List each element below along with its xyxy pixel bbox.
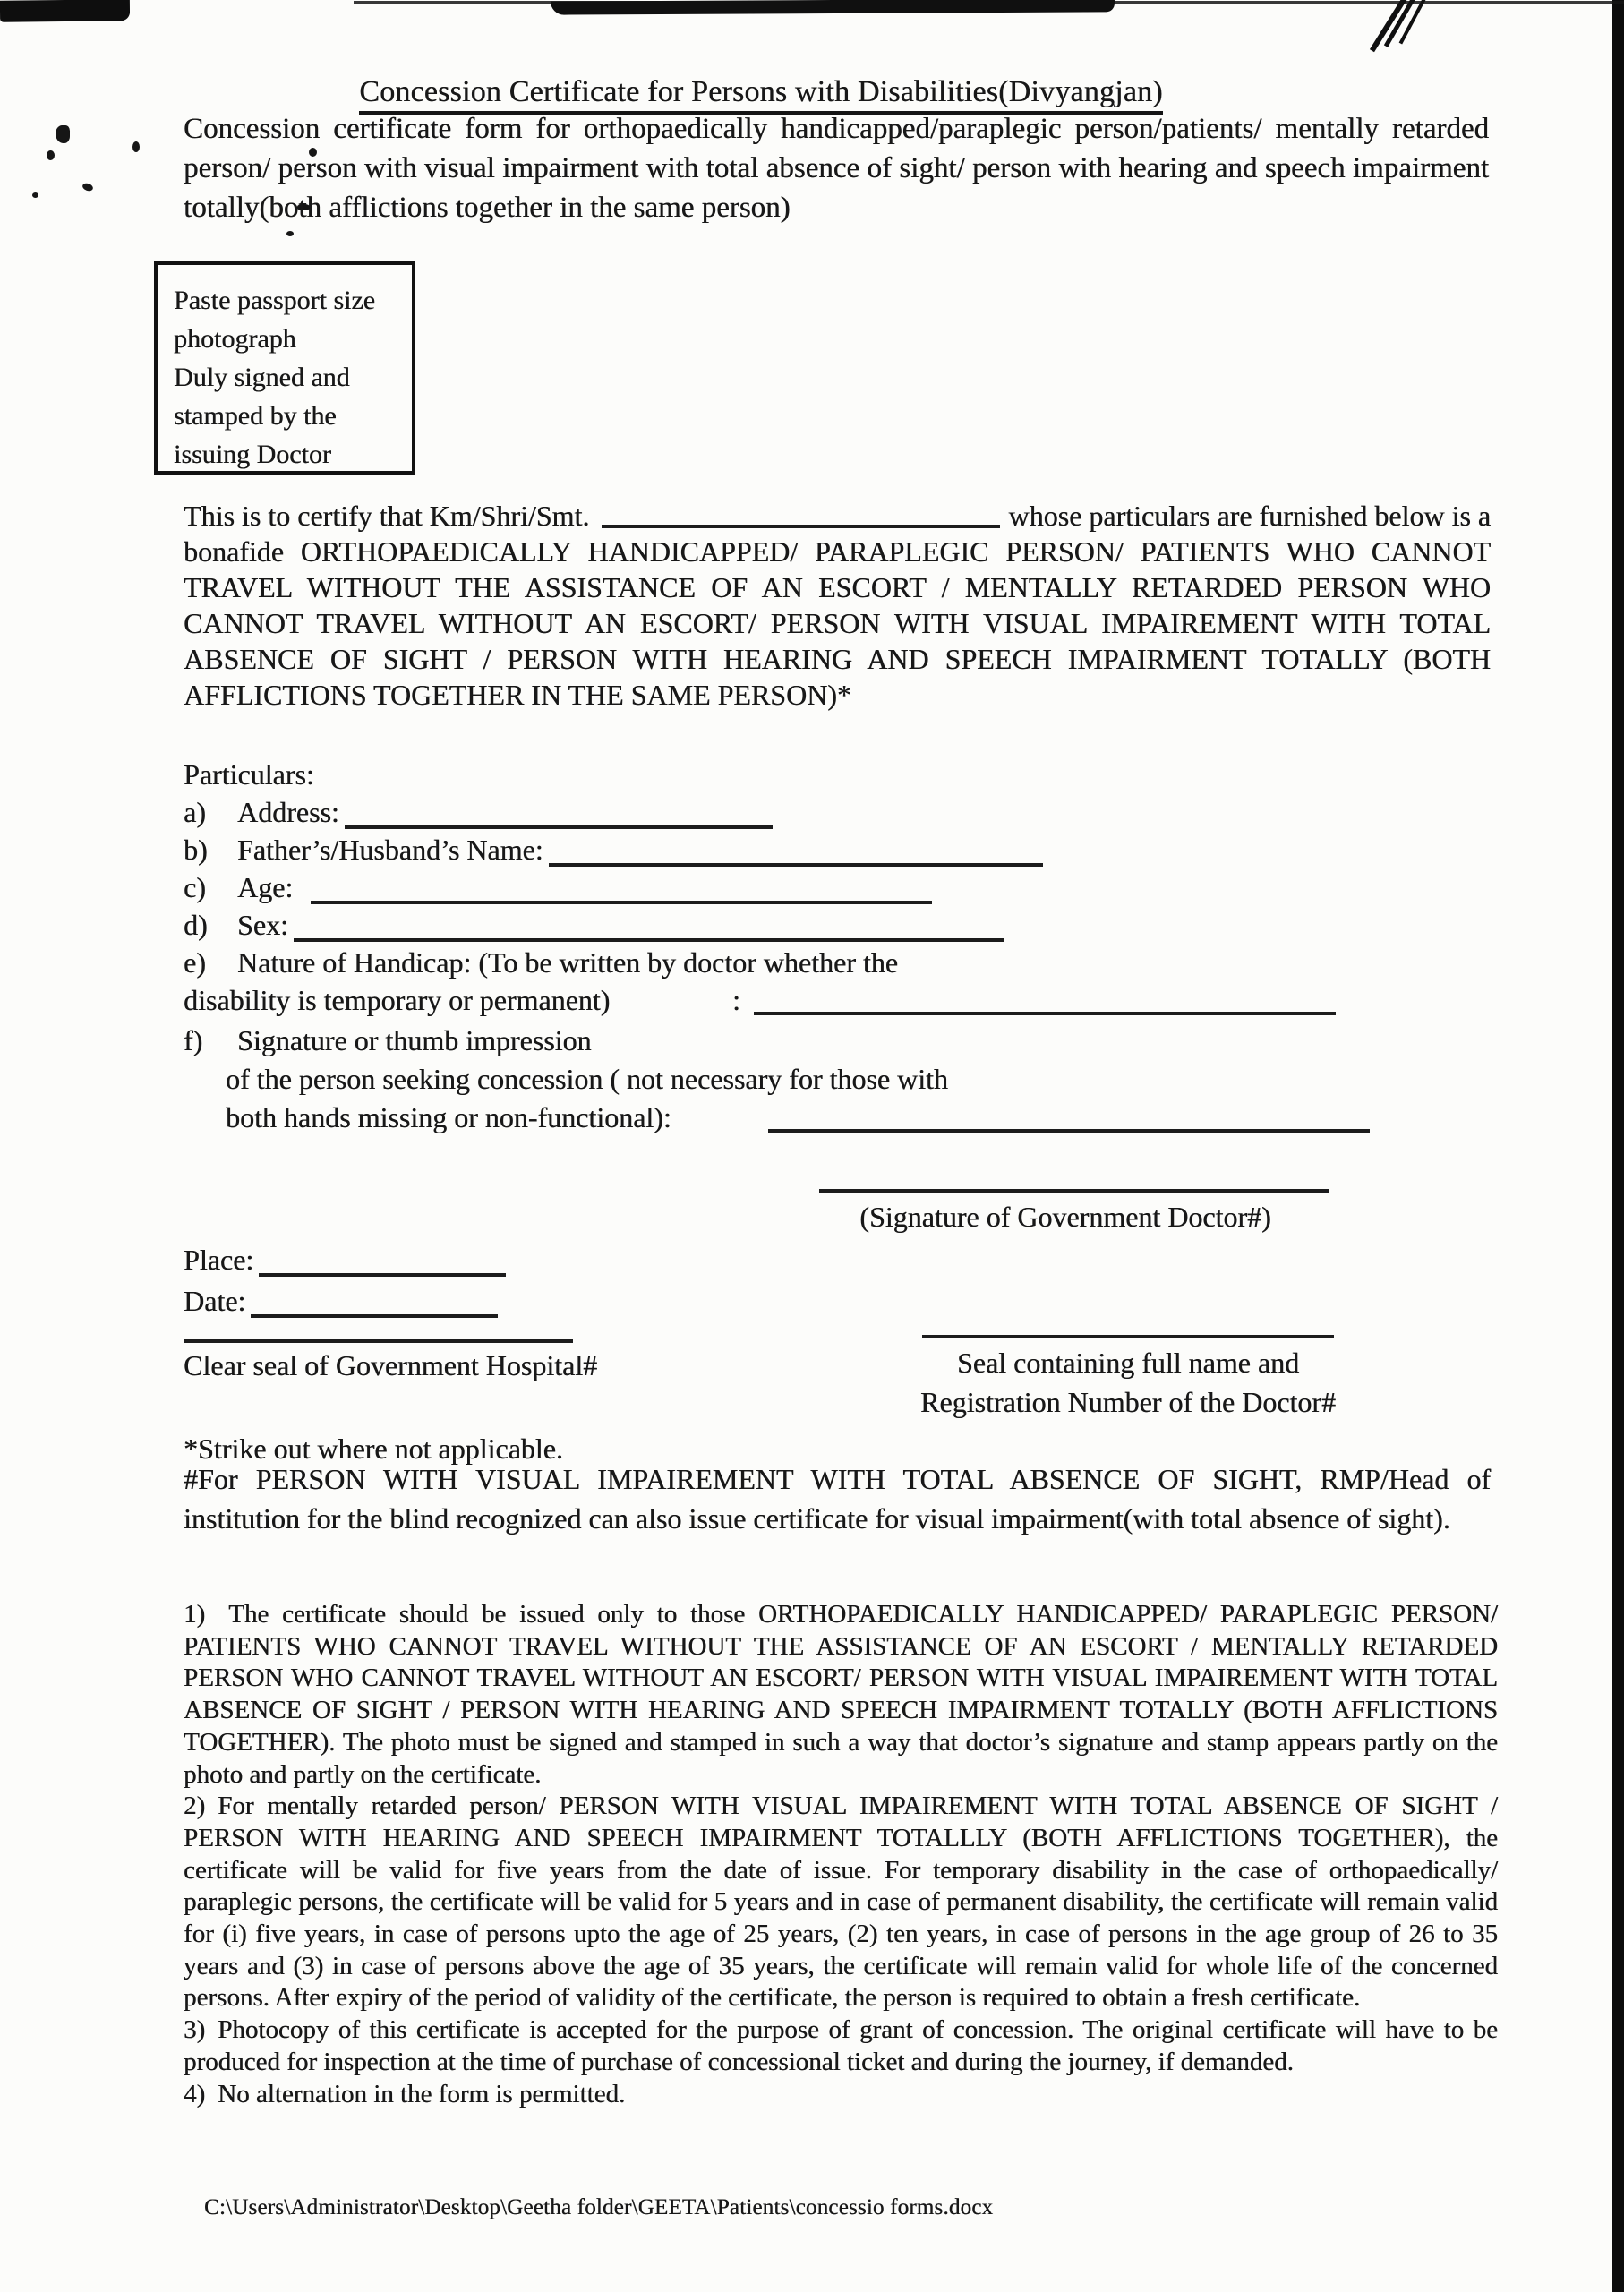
field-text: Address: xyxy=(237,796,339,828)
photo-box-line: photograph xyxy=(174,324,296,354)
ink-speck xyxy=(81,182,94,192)
scan-top-blob xyxy=(0,0,130,22)
field-age xyxy=(184,870,932,904)
doctor-seal-caption-line1: Seal containing full name and xyxy=(956,1347,1300,1379)
instruction-number: 4) xyxy=(184,2079,206,2108)
instruction-text: The certificate should be issued only to those ORTHOPAEDICALLY HANDICAPPED/ PARAPLEGIC PERSON/ PATIENTS WHO CANNOT TRAVEL WITHOUT THE ASSISTANCE OF AN ESCORT / MENTALLY RETARDED PERSON WHO CANNOT TRAVEL WITHOUT AN ESCORT/ PERSON WITH VISUAL IMPAIREMENT WITH TOTAL ABSENCE OF SIGHT / PERSON WITH HEARING AND SPEECH IMPAIRMENT TOTALLY (BOTH AFFLICTIONS TOGETHER). The photo must be signed and stamped in such a way that doctor’s signature and stamp appears partly on the photo and partly on the certificate. xyxy=(184,1600,1498,1789)
strike-out-note: *Strike out where not applicable. xyxy=(184,1432,563,1465)
photo-box-line: issuing Doctor xyxy=(174,440,331,469)
field-label: e) xyxy=(184,946,206,979)
photo-box-line: stamped by the xyxy=(174,401,337,431)
field-text: Father’s/Husband’s Name: xyxy=(237,834,543,866)
ink-speck xyxy=(286,231,294,236)
scan-top-band xyxy=(551,0,1115,15)
field-label: a) xyxy=(184,796,206,828)
instruction-text: No alternation in the form is permitted. xyxy=(218,2079,626,2108)
field-signature-thumb-cont: of the person seeking concession ( not necessary for those with xyxy=(226,1063,948,1095)
signature-thumb-blank-line xyxy=(768,1129,1370,1133)
ink-speck xyxy=(56,125,70,143)
instruction-text: Photocopy of this certificate is accepted for the purpose of grant of concession. The original certificate will have to be produced for inspection at the time of purchase of concessional ticket and during the journey, if demanded. xyxy=(184,2015,1498,2076)
ink-speck xyxy=(32,192,38,198)
field-label: c) xyxy=(184,871,206,903)
doctor-seal-caption-line2: Registration Number of the Doctor# xyxy=(920,1386,1336,1418)
field-text: Age: xyxy=(237,871,294,903)
hospital-seal-line xyxy=(184,1339,573,1343)
instruction-number: 3) xyxy=(184,2015,206,2045)
particulars-heading: Particulars: xyxy=(184,758,314,791)
instruction-item xyxy=(184,1599,1498,1791)
photo-box-line: Paste passport size xyxy=(174,286,375,315)
field-label: f) xyxy=(184,1024,203,1056)
field-sex xyxy=(184,908,1004,942)
photo-instruction-box xyxy=(154,261,415,475)
handicap-colon: : xyxy=(732,984,740,1016)
field-label: d) xyxy=(184,909,208,941)
scan-edge-bar xyxy=(1612,0,1624,2292)
field-text: Sex: xyxy=(237,909,288,941)
field-text: Signature or thumb impression xyxy=(237,1024,592,1056)
field-nature-of-handicap xyxy=(184,945,898,979)
photo-box-line: Duly signed and xyxy=(174,363,350,392)
hash-note: #For PERSON WITH VISUAL IMPAIREMENT WITH TOTAL ABSENCE OF SIGHT, RMP/Head of institution for the blind recognized can also issue certificate for visual impairment(with total absence of sight). xyxy=(184,1463,1491,1535)
certify-body: bonafide ORTHOPAEDICALLY HANDICAPPED/ PARAPLEGIC PERSON/ PATIENTS WHO CANNOT TRAVEL WITHOUT THE ASSISTANCE OF AN ESCORT / MENTALLY RETARDED PERSON WHO CANNOT TRAVEL WITHOUT AN ESCORT/ PERSON WITH VISUAL IMPAIREMENT WITH TOTAL ABSENCE OF SIGHT / PERSON WITH HEARING AND SPEECH IMPAIRMENT TOTALLY (BOTH AFFLICTIONS TOGETHER IN THE SAME PERSON)* xyxy=(184,535,1491,711)
field-label: b) xyxy=(184,834,208,866)
page-title: Concession Certificate for Persons with Disabilities(Divyangjan) xyxy=(359,75,1163,115)
field-signature-thumb xyxy=(184,1023,592,1057)
file-path-footer: C:\Users\Administrator\Desktop\Geetha folder\GEETA\Patients\concessio forms.docx xyxy=(204,2195,994,2219)
place-field xyxy=(184,1243,506,1277)
doctor-signature-caption: (Signature of Government Doctor#) xyxy=(859,1201,1271,1233)
instruction-number: 1) xyxy=(184,1600,206,1629)
field-signature-thumb-cont2: both hands missing or non-functional): xyxy=(226,1101,671,1133)
sex-blank-line xyxy=(294,911,1004,942)
date-field xyxy=(184,1284,498,1318)
ink-speck xyxy=(132,141,140,152)
place-blank-line xyxy=(259,1246,506,1277)
field-nature-of-handicap-cont: disability is temporary or permanent) xyxy=(184,984,611,1016)
instructions-list xyxy=(184,1599,1498,2110)
date-blank-line xyxy=(251,1287,498,1318)
certify-prefix: This is to certify that Km/Shri/Smt. xyxy=(184,500,590,532)
instruction-item xyxy=(184,1791,1498,2014)
name-blank-line xyxy=(602,524,999,528)
doctor-seal-caption xyxy=(833,1343,1423,1422)
ink-speck xyxy=(47,150,55,160)
field-father-husband-name xyxy=(184,833,1043,867)
instruction-item xyxy=(184,2079,1498,2111)
date-label: Date: xyxy=(184,1285,246,1317)
doctor-seal-line xyxy=(922,1335,1334,1338)
doctor-signature-line xyxy=(819,1189,1329,1193)
address-blank-line xyxy=(345,799,773,829)
instruction-text: For mentally retarded person/ PERSON WITH VISUAL IMPAIREMENT WITH TOTAL ABSENCE OF SIGHT / PERSON WITH HEARING AND SPEECH IMPAIRMENT TOTALLLY (BOTH AFFLICTIONS TOGETHER), the certificate will be valid for five years from the date of issue. For temporary disability in the case of orthopaedically/ paraplegic persons, the certificate will be valid for 5 years and in case of permanent disability, the certificate will remain valid for (i) five years, in case of persons upto the age of 25 years, (2) ten years, in case of persons in the age group of 26 to 35 years and (3) in case of persons above the age of 35 years, the certificate will remain valid for whole life of the concerned persons. After expiry of the period of validity of the certificate, the person is required to obtain a fresh certificate. xyxy=(184,1792,1498,2013)
instruction-number: 2) xyxy=(184,1792,206,1821)
name-blank-line xyxy=(549,836,1043,867)
instruction-item xyxy=(184,2014,1498,2078)
certify-paragraph xyxy=(184,498,1491,713)
scan-scratch-mark xyxy=(1399,0,1427,45)
form-description: Concession certificate form for orthopaedically handicapped/paraplegic person/patients/ mentally retarded person/ person with visual impairment with total absence of sight/ person with hearing and speech impairment totally(both afflictions together in the same person) xyxy=(184,113,1489,224)
age-blank-line xyxy=(311,874,932,904)
hospital-seal-caption: Clear seal of Government Hospital# xyxy=(184,1349,598,1381)
field-text: Nature of Handicap: (To be written by doctor whether the xyxy=(237,946,898,979)
place-label: Place: xyxy=(184,1244,254,1276)
certify-suffix: whose particulars are furnished below is a xyxy=(1008,500,1491,532)
field-address xyxy=(184,795,773,829)
handicap-blank-line xyxy=(754,1012,1336,1015)
